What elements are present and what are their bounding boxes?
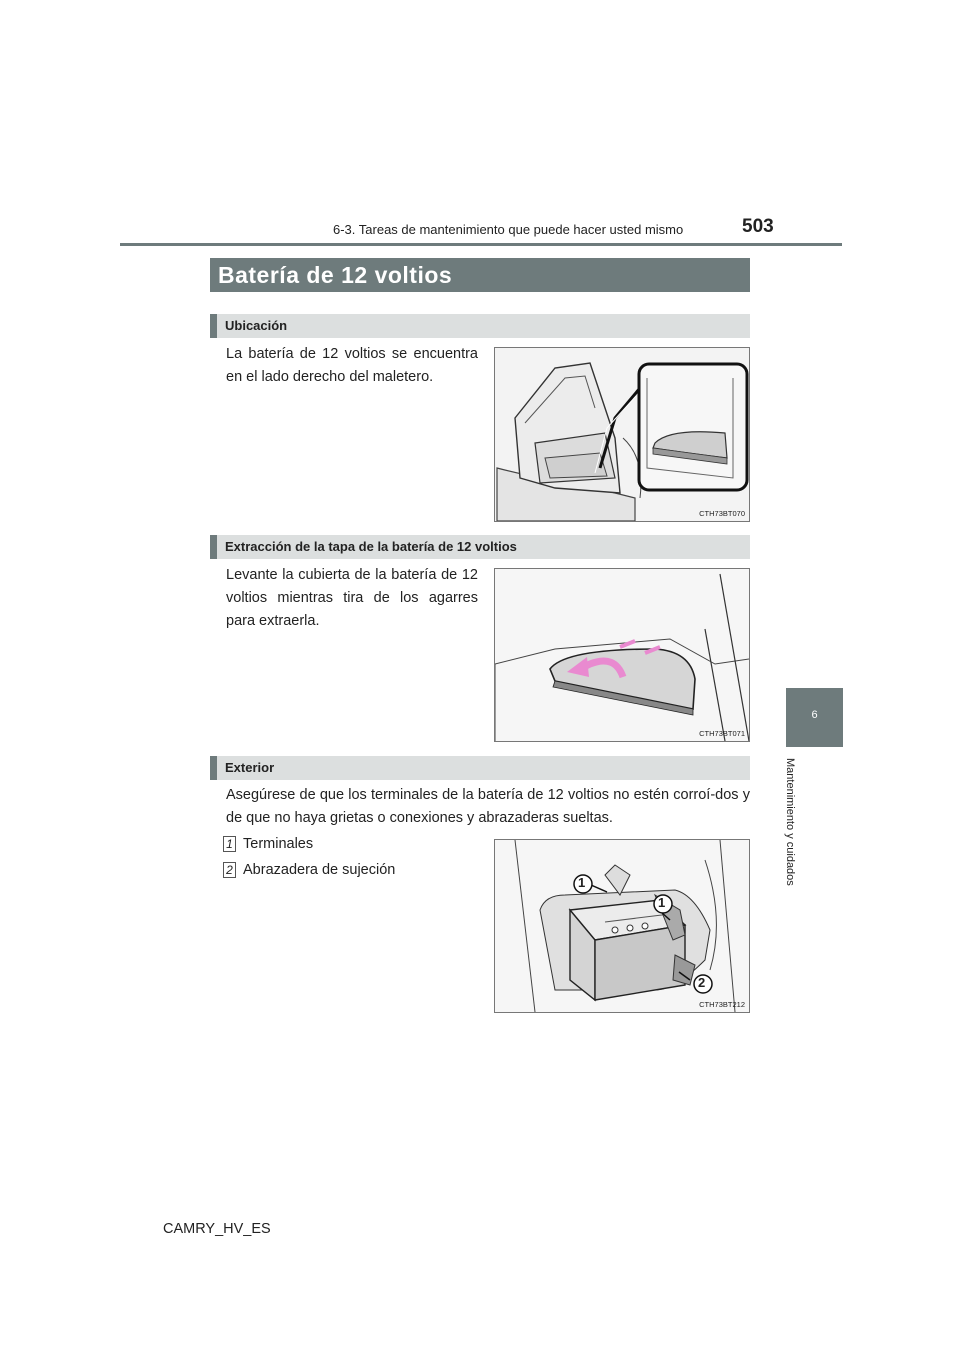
footer-model-code: CAMRY_HV_ES xyxy=(163,1221,271,1237)
cover-removal-illustration xyxy=(495,569,749,741)
cover-removal-text: Levante la cubierta de la batería de 12 voltios mientras tira de los agarres para extraerla. xyxy=(226,567,478,629)
callout-terminal-2: 1 xyxy=(658,895,666,910)
item-label-clamp: Abrazadera de sujeción xyxy=(243,862,396,878)
figure-code: CTH73BT212 xyxy=(699,1000,745,1009)
cover-removal-figure xyxy=(494,568,750,742)
figure-code: CTH73BT071 xyxy=(699,729,745,738)
callout-clamp: 2 xyxy=(698,975,706,990)
battery-illustration xyxy=(495,840,749,1012)
chapter-label: Mantenimiento y cuidados xyxy=(784,758,796,886)
location-text: La batería de 12 voltios se encuentra en el lado derecho del maletero. xyxy=(226,346,478,385)
trunk-illustration xyxy=(495,348,749,521)
figure-code: CTH73BT070 xyxy=(699,509,745,518)
item-number: 1 xyxy=(223,836,236,852)
section-heading-cover-removal: Extracción de la tapa de la batería de 12 voltios xyxy=(210,535,750,559)
page-title: Batería de 12 voltios xyxy=(210,258,750,292)
section-heading-location: Ubicación xyxy=(210,314,750,338)
item-number: 2 xyxy=(223,862,236,878)
item-label-terminals: Terminales xyxy=(243,836,314,852)
page-number: 503 xyxy=(742,216,774,237)
header-section-title: 6-3. Tareas de mantenimiento que puede hacer usted mismo xyxy=(333,222,684,237)
header-rule xyxy=(120,243,842,246)
trunk-location-figure xyxy=(494,347,750,522)
battery-exterior-figure xyxy=(494,839,750,1013)
callout-terminal-1: 1 xyxy=(578,875,586,890)
section-heading-exterior: Exterior xyxy=(210,756,750,780)
chapter-number: 6 xyxy=(811,709,818,721)
exterior-text: Asegúrese de que los terminales de la batería de 12 voltios no estén corroí-dos y de que no haya grietas o conexiones y abrazaderas sueltas. xyxy=(226,787,750,826)
